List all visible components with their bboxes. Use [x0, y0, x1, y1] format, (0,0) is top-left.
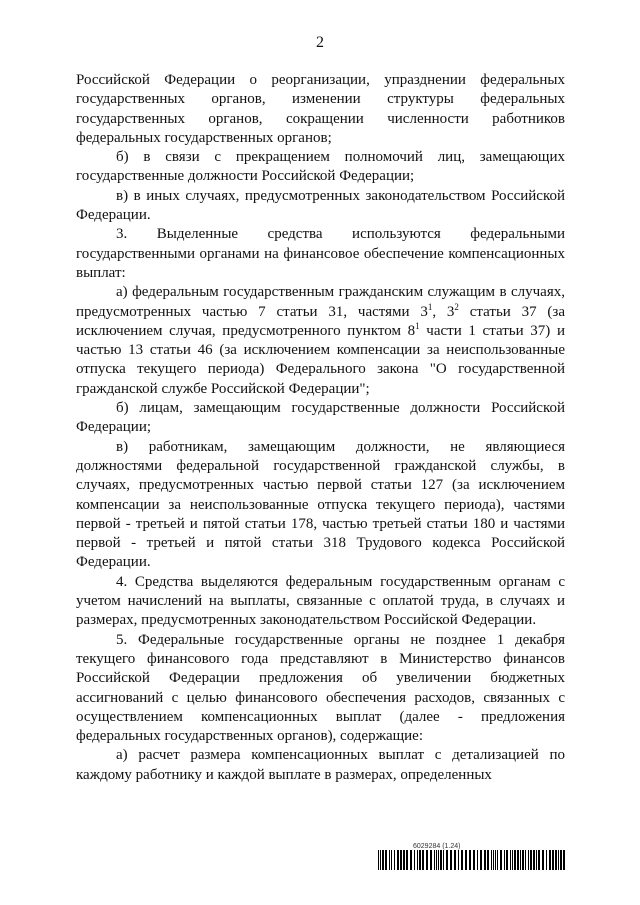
para-a-sup-2: 2: [454, 301, 459, 312]
barcode-icon: [378, 850, 566, 870]
paragraph-v-other-cases: в) в иных случаях, предусмотренных законодательством Российской Федерации.: [76, 187, 565, 224]
para-a-sup-3: 1: [415, 320, 420, 331]
document-code: 6029284 (1.24): [413, 843, 461, 850]
paragraph-a-civil-servants: [76, 283, 565, 399]
paragraph-v-workers: в) работникам, замещающим должности, не являющиеся должностями федеральной государственной гражданской службы, в случаях, предусмотренных частью первой статьи 127 (за исключением компенсации за неиспользованные отпуска текущего периода), частями первой - третьей и пятой статьи 178, частью третьей статьи 180 и частями первой - третьей и пятой статьи 318 Трудового кодекса Российской Федерации.: [76, 438, 565, 571]
paragraph-4-funds-allocation: 4. Средства выделяются федеральным государственным органам с учетом начислений на выплаты, связанные с оплатой труда, в случаях и размерах, предусмотренных законодательством Российской Федерации.: [76, 573, 565, 629]
para-a-text-3: статьи 37 (за исключением случая, предусмотренного пунктом 8: [76, 303, 565, 339]
paragraph-a-calculation: а) расчет размера компенсационных выплат с детализацией по каждому работнику и каждой выплате в размерах, определенных: [76, 747, 565, 783]
paragraph-b-state-positions: б) лицам, замещающим государственные должности Российской Федерации;: [76, 400, 565, 436]
para-a-sup-1: 1: [427, 301, 433, 312]
document-body: [76, 71, 565, 785]
para-a-text-4: части 1 статьи 37) и частью 13 статьи 46 (за исключением компенсации за неиспользованные отпуска текущего периода) Федерального закона "О государственной гражданской службе Российской Федерации";: [76, 322, 565, 397]
para-a-text-2: , 3: [432, 303, 455, 320]
para-a-text-1: а) федеральным государственным гражданским служащим в случаях, предусмотренных частью 7 статьи 31, частями 3: [76, 284, 565, 320]
page-number: 2: [316, 34, 324, 51]
paragraph-3-funds-usage: 3. Выделенные средства используются федеральными государственными органами на финансовое обеспечение компенсационных выплат:: [76, 226, 565, 281]
paragraph-b-termination: б) в связи с прекращением полномочий лиц, замещающих государственные должности Российской Федерации;: [76, 149, 565, 185]
paragraph-5-proposals: 5. Федеральные государственные органы не позднее 1 декабря текущего финансового года представляют в Министерство финансов Российской Федерации предложения об увеличении бюджетных ассигнований с целью финансового обеспечения расходов, связанных с осуществлением компенсационных выплат (далее - предложения федеральных государственных органов), содержащие:: [76, 631, 565, 745]
paragraph-reorganization: Российской Федерации о реорганизации, упразднении федеральных государственных органов, изменении структуры федеральных государственных органов, сокращении численности работников федеральных государственных органов;: [76, 72, 565, 146]
